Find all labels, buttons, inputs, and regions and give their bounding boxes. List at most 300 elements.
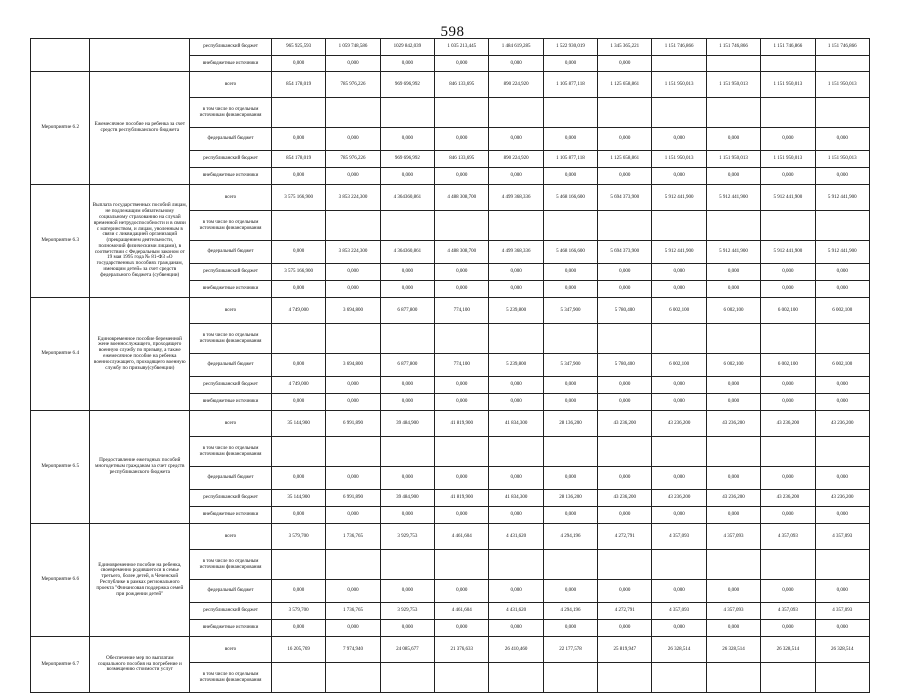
value-cell: 5 468 166,600 [543, 241, 597, 264]
value-cell: 1 151 950,013 [706, 151, 760, 168]
value-cell: 6 002,100 [761, 354, 815, 377]
value-cell: 1 151 746,866 [652, 39, 706, 56]
value-cell: 1 151 746,866 [815, 39, 869, 56]
value-cell: 0,000 [435, 264, 489, 281]
value-cell: 6 002,100 [706, 354, 760, 377]
value-cell: 4 499 368,336 [489, 241, 543, 264]
value-cell: 6 002,100 [652, 354, 706, 377]
value-cell [761, 663, 815, 693]
value-cell: 0,000 [489, 56, 543, 72]
value-cell: 0,000 [326, 56, 380, 72]
value-cell [815, 550, 869, 580]
source-cell: федеральный бюджет [190, 354, 272, 377]
value-cell [652, 211, 706, 241]
value-cell: 0,000 [271, 507, 325, 524]
value-cell: 6 002,100 [815, 354, 869, 377]
value-cell: 39 484,900 [380, 411, 434, 437]
value-cell: 0,000 [435, 281, 489, 298]
source-cell: в том числе по отдельным источникам финансирования [190, 550, 272, 580]
value-cell: 0,000 [652, 168, 706, 185]
value-cell: 0,000 [706, 580, 760, 603]
value-cell [489, 324, 543, 354]
event-description: Обеспечение мер по выплатам социального пособия на погребение и возмещению стоимости услуг [90, 637, 190, 693]
value-cell: 16 205,769 [271, 637, 325, 663]
value-cell: 1029 842,039 [380, 39, 434, 56]
value-cell: 4 364360,861 [380, 185, 434, 211]
value-cell: 0,000 [489, 168, 543, 185]
value-cell: 785 976,226 [326, 151, 380, 168]
value-cell: 1 736,765 [326, 603, 380, 620]
event-cell: Мероприятие 6.6 [31, 524, 90, 637]
value-cell: 0,000 [652, 281, 706, 298]
value-cell: 28 136,200 [543, 411, 597, 437]
value-cell: 6 991,890 [326, 490, 380, 507]
value-cell: 774,100 [435, 354, 489, 377]
value-cell: 0,000 [326, 377, 380, 394]
value-cell: 26 328,514 [761, 637, 815, 663]
value-cell: 0,000 [706, 377, 760, 394]
value-cell: 890 224,920 [489, 72, 543, 98]
value-cell: 39 484,900 [380, 490, 434, 507]
value-cell: 1 151 746,866 [761, 39, 815, 56]
value-cell [706, 663, 760, 693]
value-cell: 5 912 441,900 [815, 185, 869, 211]
value-cell: 0,000 [815, 377, 869, 394]
value-cell [761, 550, 815, 580]
value-cell [543, 211, 597, 241]
value-cell: 3 579,700 [271, 524, 325, 550]
value-cell: 4 272,791 [598, 603, 652, 620]
value-cell: 35 144,900 [271, 490, 325, 507]
value-cell: 4 357,093 [706, 603, 760, 620]
value-cell [706, 550, 760, 580]
value-cell: 6 002,100 [652, 298, 706, 324]
value-cell [271, 324, 325, 354]
budget-table [30, 38, 870, 693]
value-cell: 4 749,000 [271, 298, 325, 324]
value-cell: 1 035 213,445 [435, 39, 489, 56]
source-cell: федеральный бюджет [190, 128, 272, 151]
source-cell: республиканский бюджет [190, 603, 272, 620]
source-cell: всего [190, 185, 272, 211]
value-cell: 0,000 [489, 620, 543, 637]
value-cell: 0,000 [326, 620, 380, 637]
value-cell: 0,000 [543, 377, 597, 394]
value-cell: 0,000 [706, 507, 760, 524]
value-cell: 5 347,900 [543, 298, 597, 324]
value-cell: 3 929,753 [380, 524, 434, 550]
value-cell: 1 484 619,285 [489, 39, 543, 56]
value-cell: 0,000 [761, 507, 815, 524]
value-cell [761, 324, 815, 354]
value-cell: 41 819,900 [435, 411, 489, 437]
value-cell: 41 819,900 [435, 490, 489, 507]
empty-cell [90, 39, 190, 72]
value-cell: 0,000 [598, 377, 652, 394]
value-cell: 43 236,200 [815, 490, 869, 507]
value-cell [706, 211, 760, 241]
value-cell [706, 98, 760, 128]
value-cell: 0,000 [435, 377, 489, 394]
value-cell: 3 694,800 [326, 298, 380, 324]
event-cell: Мероприятие 6.4 [31, 298, 90, 411]
source-cell: внебюджетные источники [190, 620, 272, 637]
value-cell: 3 929,753 [380, 603, 434, 620]
value-cell: 0,000 [706, 394, 760, 411]
event-cell: Мероприятие 6.2 [31, 72, 90, 185]
value-cell: 0,000 [652, 507, 706, 524]
value-cell [543, 437, 597, 467]
value-cell: 0,000 [543, 620, 597, 637]
value-cell: 785 976,226 [326, 72, 380, 98]
value-cell: 0,000 [652, 377, 706, 394]
value-cell [326, 437, 380, 467]
source-cell: республиканский бюджет [190, 377, 272, 394]
source-cell: в том числе по отдельным источникам финансирования [190, 663, 272, 693]
value-cell: 0,000 [271, 128, 325, 151]
value-cell: 4 357,093 [815, 524, 869, 550]
value-cell: 4 272,791 [598, 524, 652, 550]
value-cell: 43 236,200 [652, 411, 706, 437]
value-cell: 0,000 [706, 264, 760, 281]
value-cell [815, 56, 869, 72]
value-cell: 854 178,019 [271, 151, 325, 168]
value-cell: 0,000 [598, 168, 652, 185]
value-cell [380, 550, 434, 580]
value-cell: 0,000 [326, 168, 380, 185]
value-cell: 0,000 [489, 580, 543, 603]
value-cell: 0,000 [652, 128, 706, 151]
value-cell: 0,000 [652, 620, 706, 637]
table-row [31, 185, 870, 211]
value-cell [435, 437, 489, 467]
value-cell: 0,000 [761, 264, 815, 281]
value-cell: 1 151 950,013 [761, 72, 815, 98]
table-row [31, 298, 870, 324]
table-row [31, 637, 870, 663]
value-cell: 3 694,800 [326, 354, 380, 377]
value-cell: 25 819,947 [598, 637, 652, 663]
value-cell: 0,000 [380, 281, 434, 298]
value-cell: 0,000 [815, 264, 869, 281]
value-cell: 0,000 [380, 56, 434, 72]
value-cell: 774,100 [435, 298, 489, 324]
value-cell [706, 437, 760, 467]
value-cell: 0,000 [271, 394, 325, 411]
value-cell: 0,000 [489, 281, 543, 298]
value-cell: 5 912 441,900 [761, 185, 815, 211]
value-cell: 0,000 [380, 394, 434, 411]
value-cell: 43 236,200 [815, 411, 869, 437]
value-cell: 0,000 [652, 467, 706, 490]
value-cell: 6 877,800 [380, 298, 434, 324]
value-cell: 1 151 950,013 [815, 72, 869, 98]
value-cell: 0,000 [271, 620, 325, 637]
value-cell: 0,000 [489, 467, 543, 490]
value-cell [815, 437, 869, 467]
value-cell: 4 357,093 [815, 603, 869, 620]
value-cell [761, 437, 815, 467]
value-cell: 969 696,992 [380, 151, 434, 168]
value-cell: 6 991,890 [326, 411, 380, 437]
value-cell [652, 663, 706, 693]
value-cell: 0,000 [706, 168, 760, 185]
value-cell: 0,000 [326, 467, 380, 490]
value-cell [380, 324, 434, 354]
value-cell: 846 133,695 [435, 72, 489, 98]
value-cell: 0,000 [706, 467, 760, 490]
source-cell: внебюджетные источники [190, 281, 272, 298]
value-cell: 0,000 [271, 168, 325, 185]
source-cell: федеральный бюджет [190, 580, 272, 603]
value-cell: 0,000 [543, 507, 597, 524]
value-cell: 4 364360,861 [380, 241, 434, 264]
value-cell: 43 236,200 [761, 490, 815, 507]
source-cell: всего [190, 72, 272, 98]
value-cell [652, 324, 706, 354]
value-cell: 43 236,200 [706, 490, 760, 507]
value-cell: 1 151 950,013 [706, 72, 760, 98]
value-cell: 0,000 [326, 580, 380, 603]
value-cell: 0,000 [815, 467, 869, 490]
event-description: Ежемесячное пособие на ребенка за счет средств республиканского бюджета [90, 72, 190, 185]
value-cell: 0,000 [326, 264, 380, 281]
value-cell [706, 324, 760, 354]
value-cell: 1 345 365,221 [598, 39, 652, 56]
value-cell: 5 912 441,900 [761, 241, 815, 264]
value-cell: 5 912 441,900 [706, 241, 760, 264]
value-cell: 0,000 [761, 281, 815, 298]
budget-table-container [30, 38, 870, 683]
value-cell: 0,000 [543, 56, 597, 72]
value-cell [598, 324, 652, 354]
value-cell [543, 98, 597, 128]
value-cell [489, 437, 543, 467]
table-row [31, 39, 870, 56]
value-cell: 0,000 [380, 467, 434, 490]
value-cell: 4 461,604 [435, 603, 489, 620]
value-cell: 0,000 [380, 264, 434, 281]
page-number: 598 [440, 24, 465, 40]
source-cell: в том числе по отдельным источникам финансирования [190, 98, 272, 128]
value-cell: 0,000 [380, 620, 434, 637]
value-cell: 4 749,000 [271, 377, 325, 394]
value-cell: 846 133,695 [435, 151, 489, 168]
value-cell: 854 178,019 [271, 72, 325, 98]
value-cell [380, 437, 434, 467]
source-cell: всего [190, 637, 272, 663]
value-cell: 5 239,800 [489, 298, 543, 324]
value-cell: 1 151 746,866 [706, 39, 760, 56]
value-cell: 0,000 [435, 620, 489, 637]
value-cell [326, 550, 380, 580]
value-cell: 21 376,633 [435, 637, 489, 663]
source-cell: в том числе по отдельным источникам финансирования [190, 324, 272, 354]
value-cell: 0,000 [598, 128, 652, 151]
value-cell: 1 125 658,861 [598, 72, 652, 98]
value-cell [435, 550, 489, 580]
source-cell: всего [190, 524, 272, 550]
value-cell [271, 211, 325, 241]
value-cell [271, 437, 325, 467]
value-cell: 0,000 [380, 507, 434, 524]
value-cell [815, 663, 869, 693]
value-cell [815, 324, 869, 354]
value-cell: 1 151 950,013 [652, 151, 706, 168]
value-cell [598, 98, 652, 128]
value-cell: 0,000 [271, 580, 325, 603]
event-cell: Мероприятие 6.5 [31, 411, 90, 524]
value-cell: 0,000 [435, 128, 489, 151]
value-cell: 0,000 [435, 394, 489, 411]
value-cell [598, 663, 652, 693]
value-cell [706, 56, 760, 72]
value-cell: 0,000 [543, 281, 597, 298]
table-row [31, 72, 870, 98]
value-cell [761, 211, 815, 241]
value-cell: 0,000 [380, 128, 434, 151]
value-cell: 1 151 950,013 [761, 151, 815, 168]
source-cell: республиканский бюджет [190, 264, 272, 281]
value-cell: 0,000 [706, 281, 760, 298]
value-cell [598, 550, 652, 580]
value-cell [489, 663, 543, 693]
source-cell: федеральный бюджет [190, 467, 272, 490]
value-cell: 24 085,677 [380, 637, 434, 663]
value-cell: 0,000 [543, 394, 597, 411]
value-cell [380, 663, 434, 693]
value-cell: 890 224,920 [489, 151, 543, 168]
value-cell: 1 105 877,118 [543, 72, 597, 98]
value-cell: 4 357,093 [652, 524, 706, 550]
source-cell: федеральный бюджет [190, 241, 272, 264]
value-cell: 6 877,800 [380, 354, 434, 377]
value-cell: 43 236,200 [598, 411, 652, 437]
value-cell: 26 328,514 [706, 637, 760, 663]
source-cell: внебюджетные источники [190, 168, 272, 185]
value-cell: 1 736,765 [326, 524, 380, 550]
value-cell: 5 468 166,600 [543, 185, 597, 211]
value-cell: 0,000 [761, 128, 815, 151]
value-cell: 0,000 [271, 354, 325, 377]
value-cell: 0,000 [761, 620, 815, 637]
value-cell: 969 696,992 [380, 72, 434, 98]
value-cell: 0,000 [761, 394, 815, 411]
event-cell: Мероприятие 6.7 [31, 637, 90, 693]
value-cell [326, 211, 380, 241]
value-cell: 0,000 [652, 264, 706, 281]
value-cell [489, 98, 543, 128]
value-cell: 0,000 [543, 168, 597, 185]
value-cell: 0,000 [543, 467, 597, 490]
value-cell: 5 347,900 [543, 354, 597, 377]
value-cell: 26 410,460 [489, 637, 543, 663]
value-cell: 965 925,593 [271, 39, 325, 56]
value-cell [271, 98, 325, 128]
value-cell: 1 522 930,019 [543, 39, 597, 56]
value-cell: 4 488 308,700 [435, 185, 489, 211]
value-cell [543, 550, 597, 580]
value-cell: 0,000 [326, 507, 380, 524]
value-cell: 0,000 [598, 507, 652, 524]
source-cell: в том числе по отдельным источникам финансирования [190, 211, 272, 241]
value-cell: 0,000 [815, 281, 869, 298]
value-cell: 4 461,604 [435, 524, 489, 550]
value-cell: 26 328,514 [652, 637, 706, 663]
value-cell: 0,000 [706, 620, 760, 637]
value-cell: 0,000 [435, 507, 489, 524]
value-cell [598, 437, 652, 467]
value-cell: 4 357,093 [761, 603, 815, 620]
value-cell: 0,000 [380, 580, 434, 603]
value-cell: 35 144,900 [271, 411, 325, 437]
value-cell: 41 834,300 [489, 411, 543, 437]
value-cell: 0,000 [271, 281, 325, 298]
event-description: Выплата государственных пособий лицам, не подлежащим обязательному социальному страхованию на случай временной нетрудоспособности и в связи с материнством, и лицам, уволенным в связи с ликвидацией организаций (прекращением деятельности, полномочий физическими лицами), в соответствии с Федеральным законом от 19 мая 1995 года № 81-ФЗ «О государственных пособиях гражданам, имеющим детей» за счет средств федерального бюджета (субвенции) [90, 185, 190, 298]
value-cell: 6 002,100 [761, 298, 815, 324]
value-cell: 0,000 [543, 264, 597, 281]
value-cell: 22 177,578 [543, 637, 597, 663]
value-cell: 0,000 [326, 281, 380, 298]
value-cell: 0,000 [543, 580, 597, 603]
value-cell: 4 294,196 [543, 603, 597, 620]
value-cell: 5 780,400 [598, 354, 652, 377]
value-cell: 7 974,940 [326, 637, 380, 663]
value-cell: 0,000 [598, 620, 652, 637]
value-cell: 43 236,200 [706, 411, 760, 437]
value-cell: 43 236,200 [652, 490, 706, 507]
value-cell [435, 211, 489, 241]
source-cell: всего [190, 411, 272, 437]
value-cell: 5 912 441,900 [652, 185, 706, 211]
value-cell [598, 211, 652, 241]
value-cell [435, 98, 489, 128]
value-cell: 0,000 [326, 394, 380, 411]
value-cell [435, 663, 489, 693]
value-cell: 6 002,100 [706, 298, 760, 324]
value-cell: 0,000 [761, 580, 815, 603]
value-cell: 1 151 950,013 [652, 72, 706, 98]
value-cell [326, 324, 380, 354]
value-cell: 4 499 368,336 [489, 185, 543, 211]
value-cell [543, 663, 597, 693]
budget-table-body [31, 39, 870, 693]
value-cell: 0,000 [598, 281, 652, 298]
value-cell [652, 437, 706, 467]
value-cell [761, 56, 815, 72]
value-cell: 0,000 [815, 580, 869, 603]
value-cell: 3 579,700 [271, 603, 325, 620]
value-cell [815, 98, 869, 128]
value-cell [380, 211, 434, 241]
value-cell: 0,000 [706, 128, 760, 151]
value-cell: 0,000 [652, 394, 706, 411]
value-cell: 5 239,800 [489, 354, 543, 377]
value-cell: 0,000 [815, 128, 869, 151]
value-cell [815, 211, 869, 241]
value-cell: 1 059 748,586 [326, 39, 380, 56]
value-cell: 1 105 877,118 [543, 151, 597, 168]
event-description: Единовременное пособие беременной жене военнослужащего, проходящего военную службу по призыву, а также ежемесячное пособие на ребенка военнослужащего, проходящего военную службу по призыву(субвенции) [90, 298, 190, 411]
value-cell: 3 575 166,900 [271, 185, 325, 211]
source-cell: всего [190, 298, 272, 324]
value-cell [271, 550, 325, 580]
value-cell: 3 575 166,900 [271, 264, 325, 281]
value-cell: 41 834,300 [489, 490, 543, 507]
value-cell [652, 56, 706, 72]
value-cell: 0,000 [489, 128, 543, 151]
source-cell: республиканский бюджет [190, 151, 272, 168]
